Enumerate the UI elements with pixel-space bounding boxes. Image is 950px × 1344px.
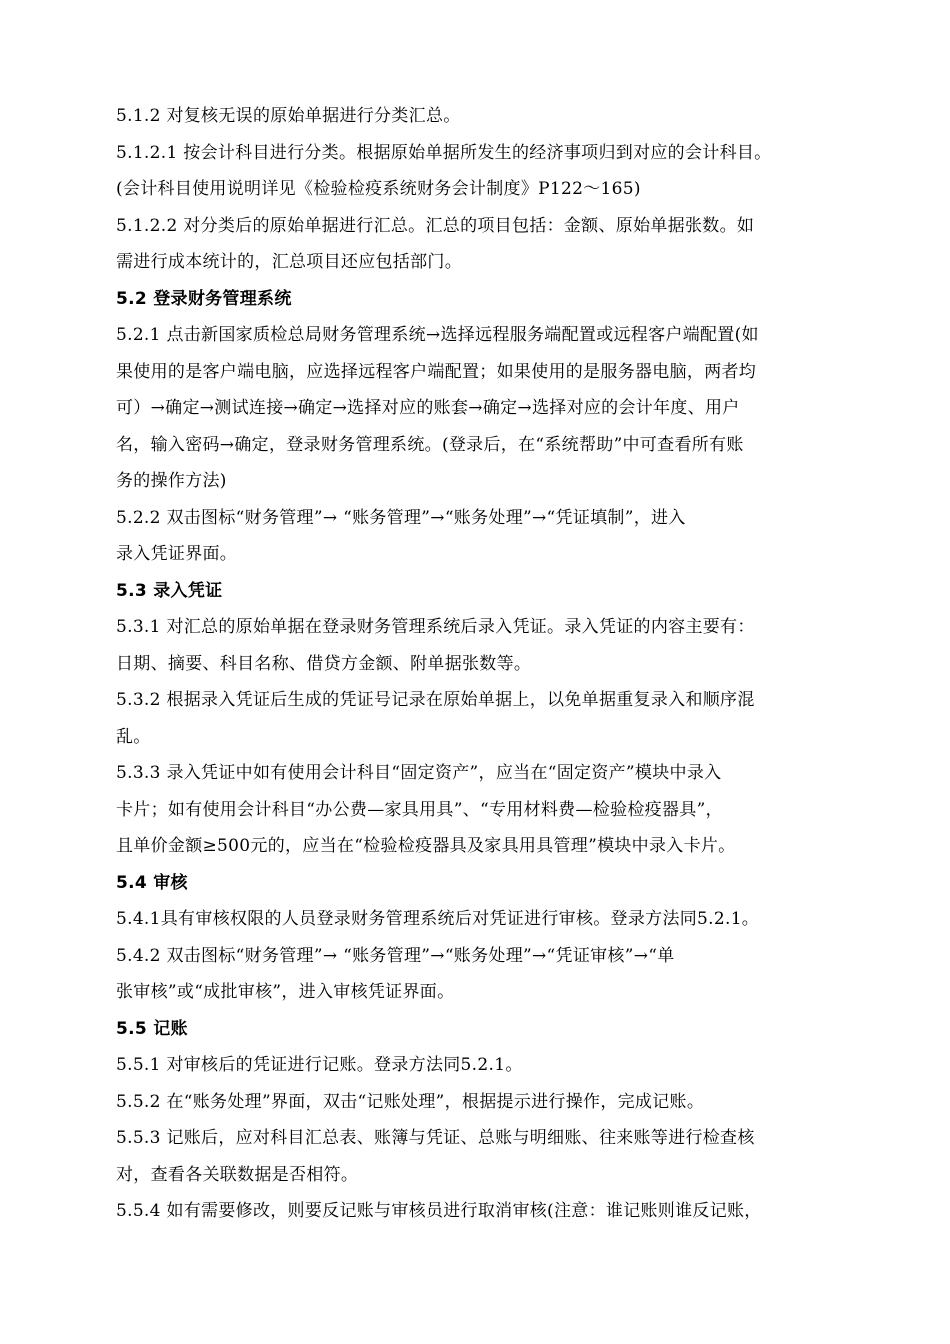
text-line: 5.3.2 根据录入凭证后生成的凭证号记录在原始单据上，以免单据重复录入和顺序混 — [116, 690, 755, 710]
text-line: 5.2.2 双击图标“财务管理”→ “账务管理”→“账务处理”→“凭证填制”，进入 — [116, 507, 686, 528]
text-line: 名，输入密码→确定，登录财务管理系统。(登录后，在“系统帮助”中可查看所有账 — [116, 434, 744, 455]
text-line: 务的操作方法) — [116, 471, 227, 491]
text-line: 5.1.2 对复核无误的原始单据进行分类汇总。 — [116, 106, 461, 126]
text-line: 录入凭证界面。 — [116, 544, 238, 564]
text-line: 5.3.1 对汇总的原始单据在登录财务管理系统后录入凭证。录入凭证的内容主要有： — [116, 617, 755, 637]
section-heading: 5.4 审核 — [116, 872, 188, 893]
text-line: 5.1.2.1 按会计科目进行分类。根据原始单据所发生的经济事项归到对应的会计科目。 — [116, 142, 772, 163]
text-line: 需进行成本统计的，汇总项目还应包括部门。 — [116, 252, 462, 272]
text-line: 5.3.3 录入凭证中如有使用会计科目“固定资产”，应当在“固定资产”模块中录入 — [116, 763, 722, 783]
text-line: 5.4.1具有审核权限的人员登录财务管理系统后对凭证进行审核。登录方法同5.2.1。 — [116, 909, 760, 929]
section-heading: 5.2 登录财务管理系统 — [116, 288, 292, 309]
section-heading: 5.3 录入凭证 — [116, 580, 223, 601]
text-line: 可）→确定→测试连接→确定→选择对应的账套→确定→选择对应的会计年度、用户 — [116, 398, 740, 418]
text-line: 日期、摘要、科目名称、借贷方金额、附单据张数等。 — [116, 653, 532, 674]
text-line: 5.1.2.2 对分类后的原始单据进行汇总。汇总的项目包括：金额、原始单据张数。如 — [116, 215, 755, 236]
text-line: 5.5.2 在“账务处理”界面，双击“记账处理”，根据提示进行操作，完成记账。 — [116, 1091, 705, 1112]
text-line: 5.4.2 双击图标“财务管理”→ “账务管理”→“账务处理”→“凭证审核”→“单 — [116, 945, 675, 966]
text-line: 5.5.1 对审核后的凭证进行记账。登录方法同5.2.1。 — [116, 1055, 523, 1075]
text-line: 乱。 — [116, 726, 151, 747]
text-line: 5.5.3 记账后，应对科目汇总表、账簿与凭证、总账与明细账、往来账等进行检查核 — [116, 1128, 755, 1148]
text-line: 果使用的是客户端电脑，应选择远程客户端配置；如果使用的是服务器电脑，两者均 — [116, 361, 757, 382]
text-line: 对，查看各关联数据是否相符。 — [116, 1164, 359, 1185]
text-line: 张审核”或“成批审核”，进入审核凭证界面。 — [116, 982, 455, 1002]
document-body — [116, 98, 838, 1230]
section-heading: 5.5 记账 — [116, 1018, 188, 1039]
text-line: 卡片；如有使用会计科目“办公费—家具用具”、“专用材料费—检验检疫器具”， — [116, 799, 723, 820]
text-line: 且单价金额≥500元的，应当在“检验检疫器具及家具用具管理”模块中录入卡片。 — [116, 836, 736, 856]
text-line: 5.2.1 点击新国家质检总局财务管理系统→选择远程服务端配置或远程客户端配置(如 — [116, 325, 759, 345]
text-line: 5.5.4 如有需要修改，则要反记账与审核员进行取消审核(注意：谁记账则谁反记账， — [116, 1201, 762, 1221]
text-line: (会计科目使用说明详见《检验检疫系统财务会计制度》P122～165) — [116, 179, 641, 199]
